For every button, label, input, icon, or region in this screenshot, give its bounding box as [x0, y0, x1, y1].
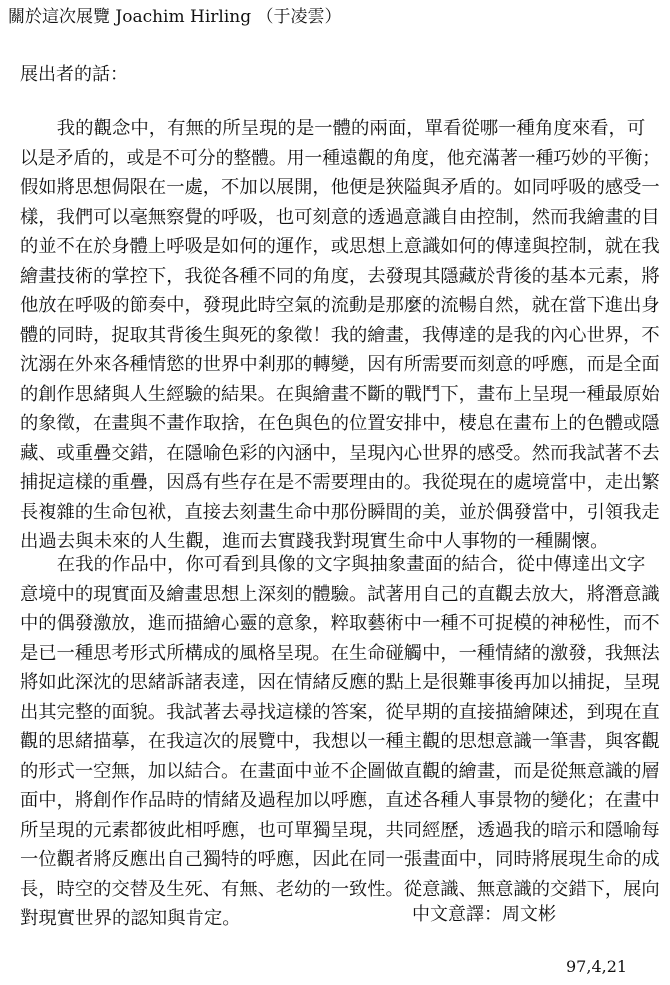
- text-line: 他放在呼吸的節奏中，發現此時空氣的流動是那麼的流暢自然，就在當下進出身: [20, 295, 660, 316]
- text-line: 樣，我們可以毫無察覺的呼吸，也可刻意的透過意識自由控制，然而我繪畫的目: [20, 206, 660, 228]
- text-line: 捕捉這樣的重疊，因爲有些存在是不需要理由的。我從現在的處境當中，走出繁: [20, 472, 660, 493]
- document-date: 97,4,21: [566, 957, 628, 976]
- text-line: 的創作思緒與人生經驗的結果。在與繪畫不斷的戰鬥下，畫布上呈現一種最原始: [20, 383, 660, 405]
- text-line: 體的同時，捉取其背後生與死的象徵！我的繪畫，我傳達的是我的內心世界，不: [20, 324, 660, 346]
- text-line: 沈溺在外來各種情慾的世界中剎那的轉變，因有所需要而刻意的呼應，而是全面: [20, 354, 660, 375]
- text-line: 的形式一空無，加以結合。在畫面中並不企圖做直觀的繪畫，而是從無意識的層: [20, 760, 660, 782]
- text-line: 是已一種思考形式所構成的風格呈現。在生命碰觸中，一種情緒的激發，我無法: [20, 642, 660, 664]
- text-line: 以是矛盾的，或是不可分的整體。用一種遠觀的角度，他充滿著一種巧妙的平衡；: [20, 147, 661, 169]
- text-line: 所呈現的元素都彼此相呼應，也可單獨呈現，共同經歷，透過我的暗示和隱喻每: [20, 819, 660, 841]
- text-line: 將如此深沈的思緒訴諸表達，因在情緒反應的點上是很難事後再加以捕捉，呈現: [20, 672, 660, 693]
- translator-credit: 中文意譯：周文彬: [412, 904, 556, 925]
- text-line: 觀的思緒描摹，在我這次的展覽中，我想以一種主觀的思想意識一筆書，與客觀: [20, 731, 660, 752]
- text-line: 長複雜的生命包袱，直接去刻畫生命中那份瞬間的美，並於偶發當中，引領我走: [20, 501, 660, 523]
- text-line: 中的偶發激放，進而描繪心靈的意象，粹取藝術中一種不可捉模的神秘性，而不: [20, 613, 660, 634]
- text-line: 出過去與未來的人生觀，進而去實踐我對現實生命中人事物的一種關懷。: [20, 531, 609, 552]
- text-line: 繪畫技術的掌控下，我從各種不同的角度，去發現其隱藏於背後的基本元素，將: [20, 265, 660, 287]
- text-line: 出其完整的面貌。我試著去尋找這樣的答案，從早期的直接描繪陳述，到現在直: [20, 701, 660, 723]
- text-line: 我的觀念中，有無的所呈現的是一體的兩面，單看從哪一種角度來看，可: [20, 118, 646, 139]
- section-heading: 展出者的話：: [20, 64, 128, 85]
- text-line: 藏、或重疊交錯，在隱喻色彩的內涵中，呈現內心世界的感受。然而我試著不去: [20, 442, 660, 464]
- document-title: 關於這次展覽 Joachim Hirling （于凌雲）: [8, 7, 342, 27]
- text-line: 面中，將創作作品時的情緒及過程加以呼應，直述各種人事景物的變化；在畫中: [20, 790, 660, 811]
- text-line: 對現實世界的認知與肯定。: [20, 908, 241, 929]
- text-line: 的象徵，在畫與不畫作取捨，在色與色的位置安排中，棲息在畫布上的色體或隱: [20, 413, 660, 434]
- paragraph-2: [20, 550, 660, 934]
- text-line: 長，時空的交替及生死、有無、老幼的一致性。從意識、無意識的交錯下，展向: [20, 878, 660, 900]
- text-line: 假如將思想侷限在一處，不加以展開，他便是狹隘與矛盾的。如同呼吸的感受一: [20, 177, 660, 198]
- paragraph-1: [20, 114, 660, 557]
- text-line: 一位觀者將反應出自己獨特的呼應，因此在同一張畫面中，同時將展現生命的成: [20, 849, 660, 870]
- text-line: 意境中的現實面及繪畫思想上深刻的體驗。試著用自己的直觀去放大，將潛意識: [20, 583, 660, 605]
- text-line: 的並不在於身體上呼吸是如何的運作，或思想上意識如何的傳達與控制，就在我: [20, 236, 660, 257]
- text-line: 在我的作品中，你可看到具像的文字與抽象畫面的結合，從中傳達出文字: [20, 554, 646, 575]
